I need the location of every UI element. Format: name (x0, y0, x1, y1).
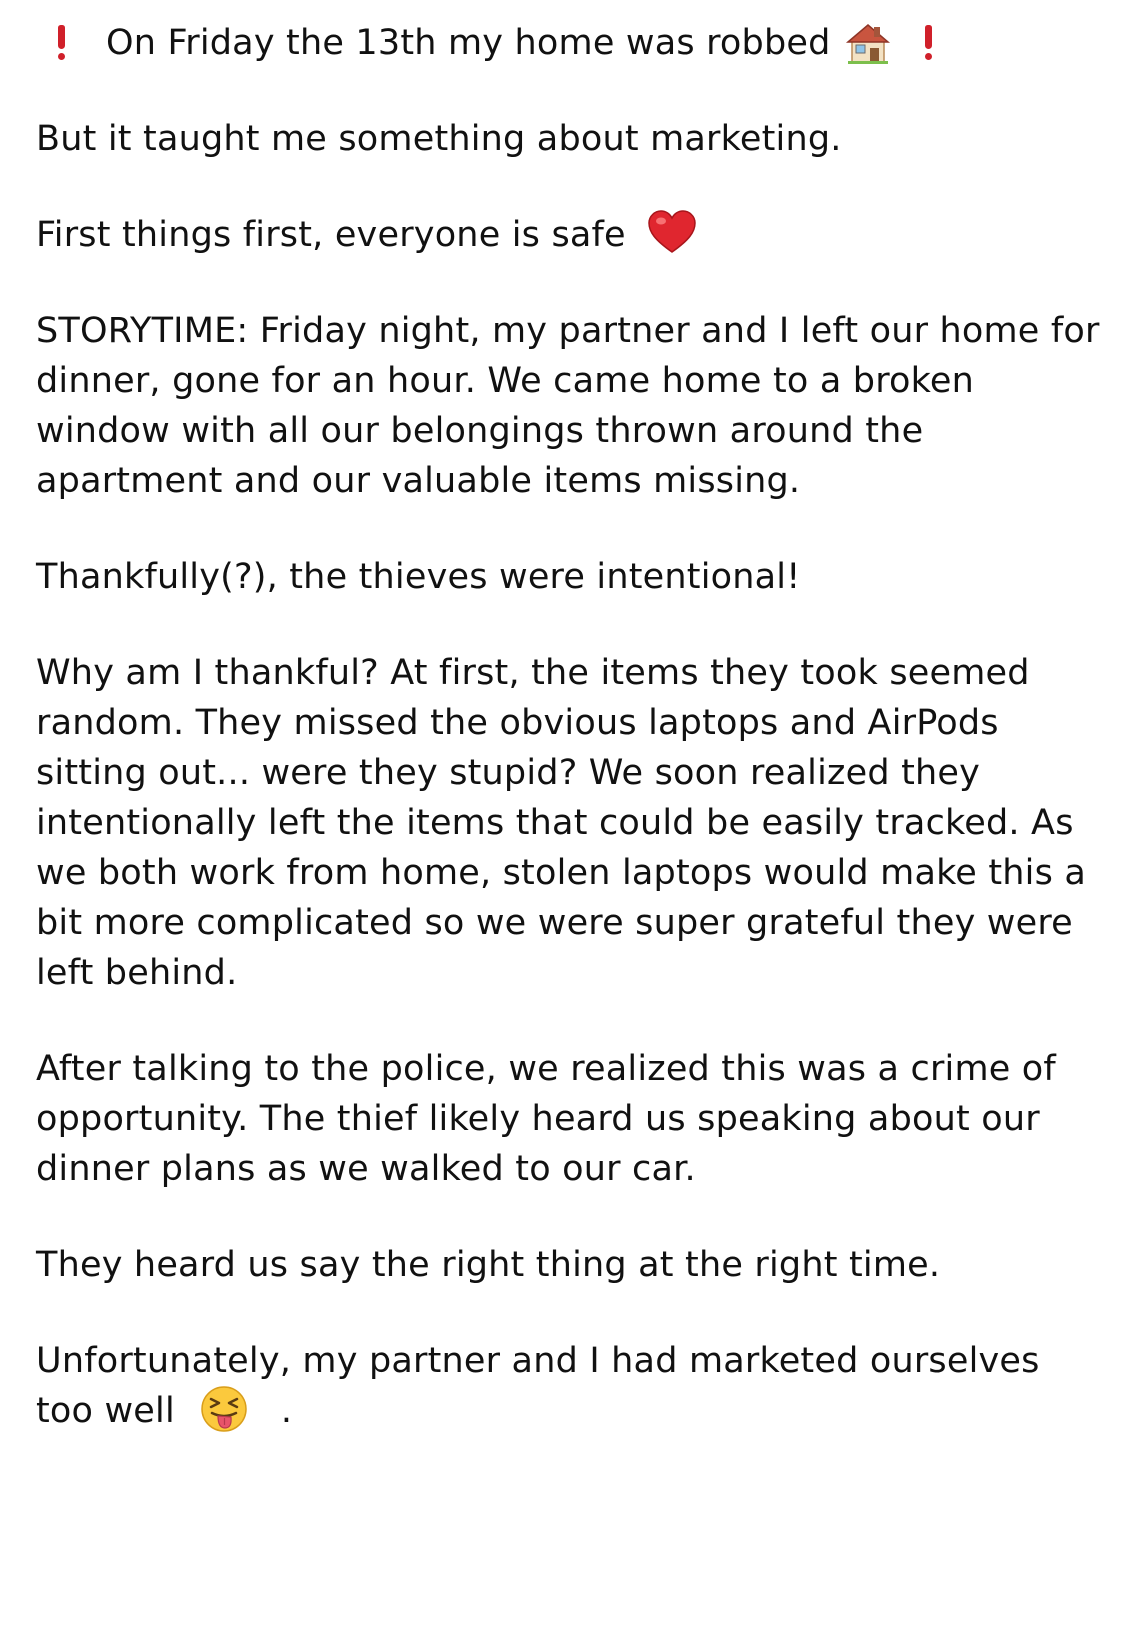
paragraph-intro: But it taught me something about marketing. (36, 119, 842, 159)
red-heart-icon (647, 210, 697, 256)
house-icon (845, 20, 891, 66)
paragraph-thankfully: Thankfully(?), the thieves were intentional! (36, 557, 801, 597)
paragraph-police: After talking to the police, we realized this was a crime of opportunity. The thief likely heard us speaking about our dinner plans as we walked to our car. (36, 1049, 1056, 1189)
squinting-tongue-face-icon (200, 1385, 248, 1433)
conclusion-text: Unfortunately, my partner and I had marketed ourselves too well (36, 1341, 1040, 1431)
paragraph-right-thing: They heard us say the right thing at the right time. (36, 1245, 941, 1285)
post-headline (36, 18, 1106, 68)
paragraph-why-thankful: Why am I thankful? At first, the items they took seemed random. They missed the obvious laptops and AirPods sitting out... were they stupid? We soon realized they intentionally left the items that could be easily tracked. As we both work from home, stolen laptops would make this a bit more complicated so we were super grateful they were left behind. (36, 653, 1087, 993)
trailing-period: . (280, 1391, 293, 1431)
safe-text: First things first, everyone is safe (36, 215, 626, 255)
post-body (36, 18, 1106, 1482)
paragraph-safe (36, 210, 1106, 260)
headline-text: On Friday the 13th my home was robbed (106, 23, 831, 63)
paragraph-conclusion (36, 1336, 1106, 1436)
paragraph-storytime: STORYTIME: Friday night, my partner and I left our home for dinner, gone for an hour. We came home to a broken window with all our belongings thrown around the apartment and our valuable items missing. (36, 311, 1100, 501)
red-exclamation-icon (921, 21, 935, 65)
red-exclamation-icon (54, 21, 68, 65)
